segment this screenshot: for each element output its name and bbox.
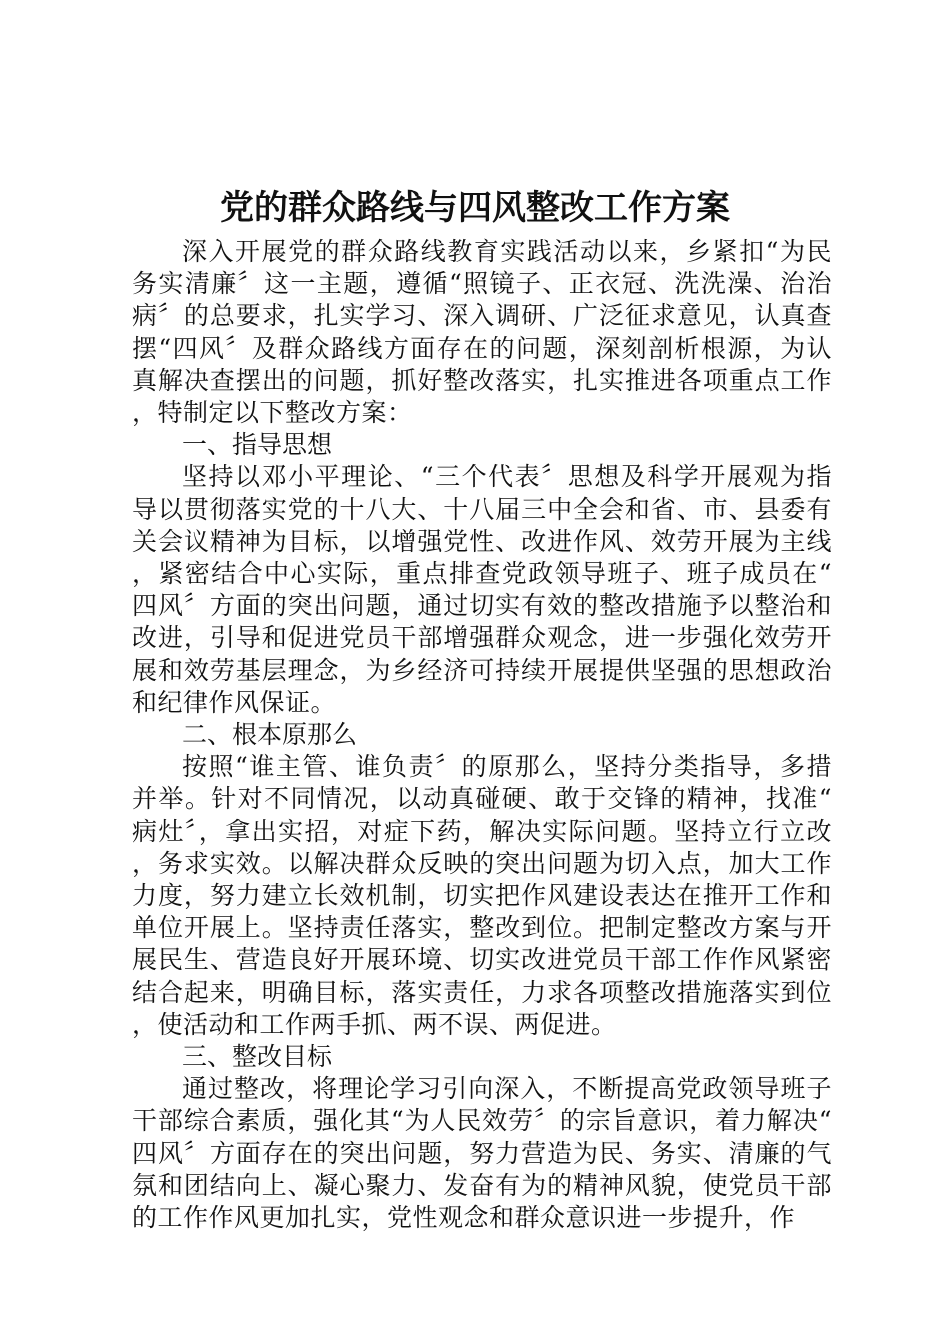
document-page (132, 0, 832, 1344)
section-text-guiding-ideology: 坚持以邓小平理论、“三个代表〞思想及科学开展观为指导以贯彻落实党的十八大、十八届三中全会和省、市、县委有关会议精神为目标，以增强党性、改进作风、效劳开展为主线，紧密结合中心实际，重点排查党政领导班子、班子成员在“四风〞方面的突出问题，通过切实有效的整改措施予以整治和改进，引导和促进党员干部增强群众观念，进一步强化效劳开展和效劳基层理念，为乡经济可持续开展提供坚强的思想政治和纪律作风保证。 (132, 462, 832, 717)
section-heading-guiding-ideology: 一、指导思想 (182, 430, 333, 460)
section-text-rectification-goals: 通过整改，将理论学习引向深入，不断提高党政领导班子干部综合素质，强化其“为人民效劳〞的宗旨意识，着力解决“四风〞方面存在的突出问题，努力营造为民、务实、清廉的气氛和团结向上、凝心聚力、发奋有为的精神风貌，使党员干部的工作作风更加扎实，党性观念和群众意识进一步提升，作 (132, 1074, 832, 1233)
document-body (132, 236, 832, 1234)
section-heading-rectification-goals: 三、整改目标 (182, 1042, 333, 1072)
document-title: 党的群众路线与四风整改工作方案 (220, 188, 730, 228)
section-heading-basic-principles: 二、根本原那么 (182, 720, 358, 750)
intro-paragraph: 深入开展党的群众路线教育实践活动以来，乡紧扣“为民务实清廉〞这一主题，遵循“照镜子、正衣冠、洗洗澡、治治病〞的总要求，扎实学习、深入调研、广泛征求意见，认真查摆“四风〞及群众路线方面存在的问题，深刻剖析根源，为认真解决查摆出的问题，抓好整改落实，扎实推进各项重点工作，特制定以下整改方案： (132, 237, 832, 428)
section-text-basic-principles: 按照“谁主管、谁负责〞的原那么，坚持分类指导，多措并举。针对不同情况，以动真碰硬、敢于交锋的精神，找准“病灶〞，拿出实招，对症下药，解决实际问题。坚持立行立改，务求实效。以解决群众反映的突出问题为切入点，加大工作力度，努力建立长效机制，切实把作风建设表达在推开工作和单位开展上。坚持责任落实，整改到位。把制定整改方案与开展民生、营造良好开展环境、切实改进党员干部工作作风紧密结合起来，明确目标，落实责任，力求各项整改措施落实到位，使活动和工作两手抓、两不误、两促进。 (132, 752, 832, 1039)
